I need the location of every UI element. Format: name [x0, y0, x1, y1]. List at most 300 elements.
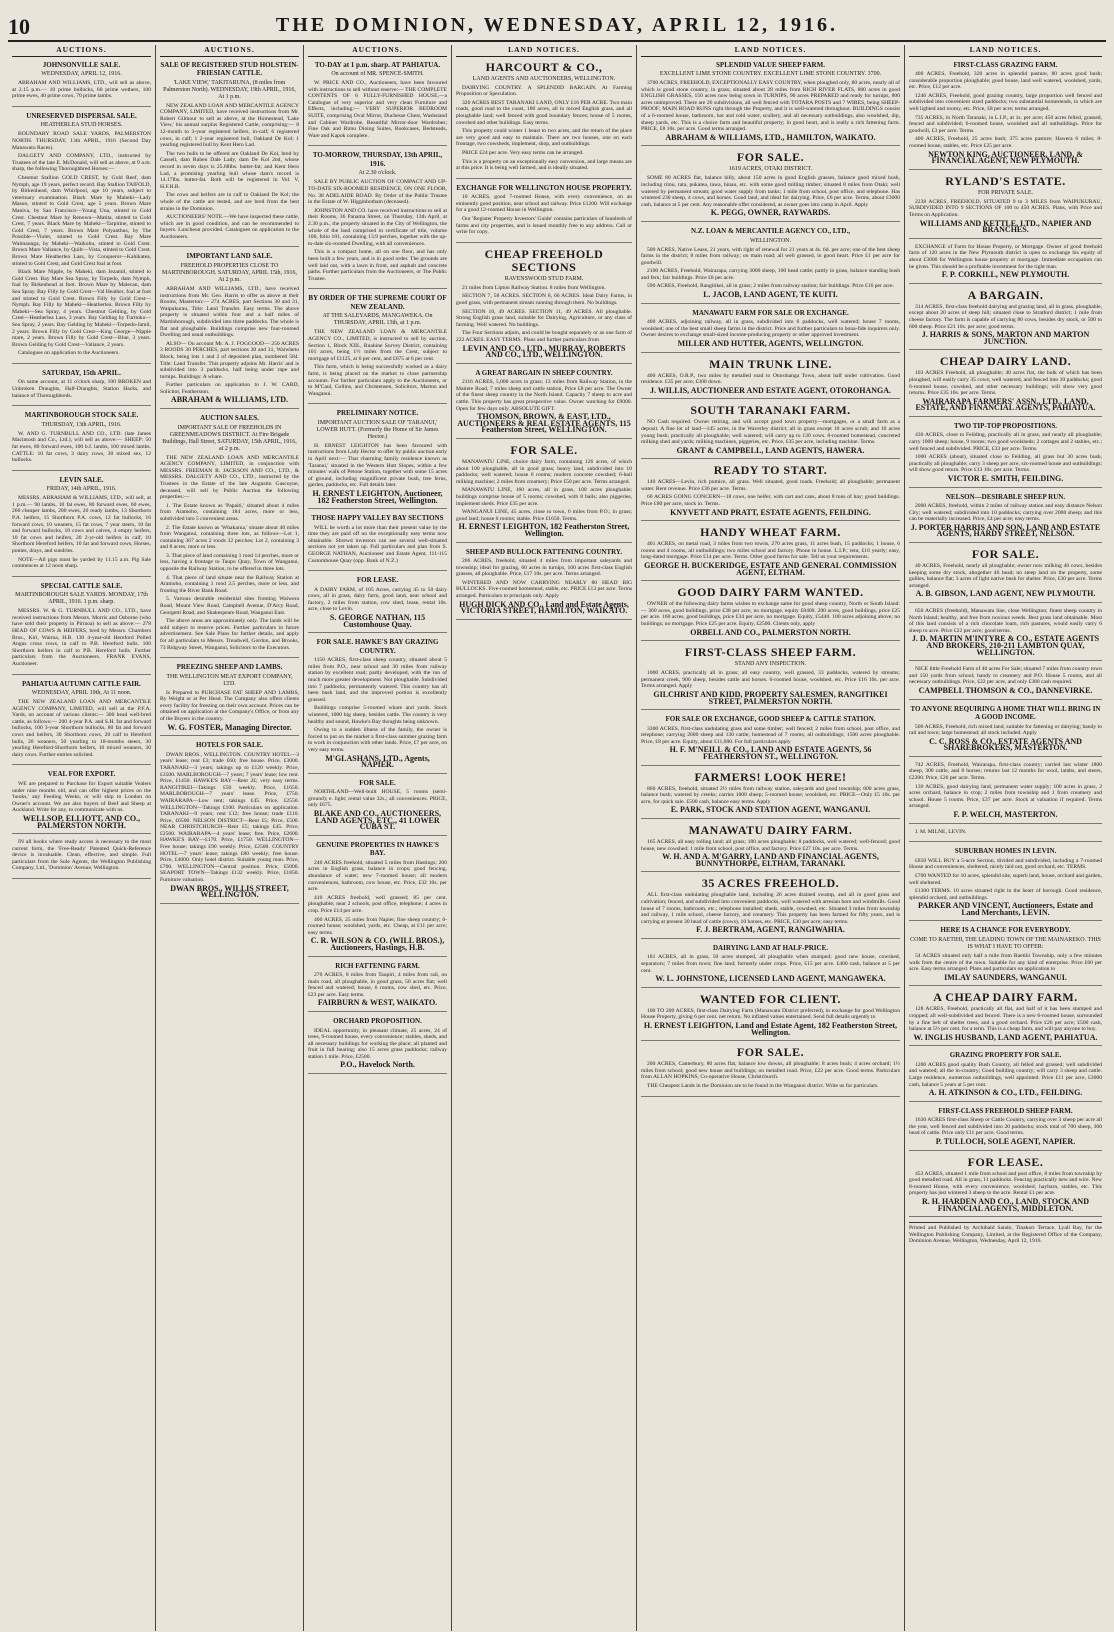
ad-paragraph: 3700 ACRES, FREEHOLD, EXCEPTIONALLY EASY COUNTRY, when ploughed only, 80 acres, nearly all of which is good stone country, in grass; situated about 28 miles from RICH RIVER FLATS, 800 acres in good ENGLISH GRASSES, 150 acres now being sown in TURNIPS, 90 acres PREPARED and ready for turnips, 800 acres unimproved. There are 26 subdivisions, all well fenced with TOTARA POSTS and 7 WIRES, being SHEEP-PROOF; MAIN ROAD RUNS right through the Property, and it is well-watered throughout. BUILDINGS consist of a 6-roomed house, bathroom, hot and cold water, scullery, and all necessary outbuildings, also woolshed, dip, sheep yards, etc. This is a choice farm and beautiful property; in good heart, and is really a rich fattening farm. PRICE, £8 10s. per acre. Good terms arranged.: [641, 80, 900, 133]
ad-paragraph: 1630 ACRES first-class Sheep or Cattle Country, carrying over 3 sheep per acre all the year, well fenced and subdivided into 20 paddocks; stock total of 700 sheep, 300 head of cattle. Price only £11 per acre. Good terms.: [909, 1117, 1102, 1137]
ad-signature: GILCHRIST AND KIDD, PROPERTY SALESMEN, RANGITIKEI STREET, PALMERSTON NORTH.: [653, 689, 888, 706]
ad-title: FIRST-CLASS GRAZING FARM.: [953, 60, 1058, 69]
ad-title: FIRST-CLASS SHEEP FARM.: [684, 645, 857, 660]
ad-title: GENUINE PROPERTIES IN HAWKE'S BAY.: [316, 840, 439, 858]
ad-title: PREEZING SHEEP AND LAMBS.: [176, 663, 283, 672]
ad-paragraph: MESSRS. ABRAHAM & WILLIAMS, LTD., will sell, at 1 p.m.— 90 lambs, 10 fat ewes, 80 forward ewes, 60 ewes, 260 cheaper lambs, 200 ewes, 20 ready lambs, 13 Shorthorn P.A. heifers, 15 Shorthorn P.A. cows, 12 fat bullocks, 16 forward cows, 10 weaners, 15 fat cows, 7 year steers, 10 fat and forward bullocks, 10 cows and calves, 4 empty heifers, 10 fat cows and heifers, 20 2-yr-old heifers in calf, 10 Shorthorn Hereford heifers, 10 fat and forward cows, Horses, ponies, drays, and sundries.: [12, 495, 151, 554]
ad-title: FOR LEASE.: [967, 1154, 1044, 1169]
ad-paragraph: 590 ACRES, Freehold, Rangitikei, all in grass; 2 miles from railway station; fair buildings. Price £16 per acre.: [647, 283, 895, 290]
ad-paragraph: Owing to a sudden illness of the family, the owner is forced to put on the market a first-class summer grazing farm to work in conjunction with other lands. Price, £7 per acre, on very easy terms.: [308, 727, 447, 753]
ad-paragraph: 10 ACRES, good 7-roomed House, with every convenience, on an eminently good position, near school and railway. Price £1200. Will exchange for a good 12-roomed House in Wellington.: [456, 194, 632, 214]
advertisement: [909, 61, 1102, 170]
advertisement: [641, 227, 900, 304]
ad-paragraph: This is a property on an exceptionally easy conversion, and large means are at this price. It is being well farmed, and is ideally situated.: [456, 158, 632, 172]
ad-title: MAIN TRUNK LINE.: [709, 356, 832, 371]
ad-paragraph: 5. Various desirable residential sites fronting Waiwera Road, Mount View Road, Campbell Avenue, D'Arcy Road, Georgetti Road, and Shakespeare Road, Wanganui East.: [160, 596, 299, 616]
ad-paragraph: 400 ACRES, adjoining railway, all in grass, subdivided into 6 paddocks, well watered; house 7 rooms, woolshed; one of the best small sheep farms in the district. Price and further particulars to bona-fide inquirers only. Owner desires to exchange small-sized income-producing property or other approved investment.: [641, 319, 900, 339]
ad-signature: F. P. WELCH, MASTERTON.: [953, 810, 1058, 820]
advertisement: [160, 414, 299, 658]
ad-title: SATURDAY, 15th APRIL.: [42, 368, 121, 377]
ad-title: LEVIN SALE.: [59, 475, 104, 484]
ad-title: TO-DAY at 1 p.m. sharp. AT PAHIATUA.: [314, 60, 441, 69]
ad-signature: PARKER AND VINCENT, Auctioneers, Estate and Land Merchants, LEVIN.: [918, 901, 1093, 917]
ad-signature: BLAKE AND CO., AUCTIONEERS, LAND AGENTS, ETC., 41 LOWER CUBA ST.: [313, 809, 442, 832]
ad-paragraph: 314 ACRES, first-class freehold dairying and grazing land, all in grass, ploughable, except about 20 acres of steep hill; situated close to Stratford district; 1 mile from cheese factory. The farm is capable of carrying 80 cows, besides dry stock, or 500 to 600 sheep. Price £21 10s. per acre; good terms.: [909, 303, 1102, 330]
ad-paragraph: This property could winter 1 beast to two acres, and the return of the place are very good and easy to maintain. There are two houses, one on each frontage, two cowsheds, implement, shop, and outbuildings.: [456, 128, 632, 148]
masthead: [8, 6, 1106, 42]
ad-signature: C. R. WILSON & CO. (WILL BROS.), Auctioneers, Hastings, H.B.: [310, 936, 445, 952]
advertisement: [909, 608, 1102, 661]
ad-paragraph: 54 ACRES situated only half a mile from Raetihi Township, only a few minutes walk from the centre of the town. Suitable for any kind of enterprise. Price £60 per acre. Easy terms arranged. Plans and particulars on application to: [909, 952, 1102, 973]
ad-paragraph: ALL first-class undulating ploughable land, including 26 acres drained swamp, and all in good grass and cultivation; fenced, and subdivided into convenient paddocks, well watered with artesian bore and windmills. Good house of 7 rooms, bathroom, etc.; telephone installed; sheds, stable, cowshed, etc. Situated 3 miles from township and railway, 1 mile school, cheese factory, and creamery. This property has been farmed for fifty years, and is carrying at present 30 head of cattle (cows), 10 horses, etc. PRICE, £30 per acre; easy terms.: [641, 892, 900, 925]
ad-paragraph: 860 ACRES, freehold, situated 2½ miles from railway station, saleyards and good township; 600 acres grass, balance bush; watered by creeks; carries 1000 sheep; 5-roomed house; woolshed, etc. PRICE—Only £5 10s. per acre, for quick sale. £500 cash, balance easy terms. Apply: [641, 785, 900, 805]
ad-paragraph: The Four Sections adjoin, and could be bought separately or as one farm of 222 ACRES. EASY TERMS. Plans and further particulars from: [456, 330, 632, 343]
ad-paragraph: This farm, which is being successfully worked as a dairy farm, is being placed on the market to close partnership accounts. For further particulars apply to the Auctioneers, or to M'Caul, Collins, and Christensen, Solicitors, Marton and Wanganui.: [308, 364, 447, 397]
ad-title: FOR SALE.: [510, 442, 578, 457]
advertisement: [308, 962, 447, 1012]
ad-title: A CHEAP DAIRY FARM.: [933, 990, 1078, 1005]
ad-paragraph: 735 ACRES, in North Taranaki, in L.I.P., at 1s. per acre; 450 acres felled, grassed, fenced and subdivided; 6-roomed house, woolshed and all outbuildings. Price for goodwill, £3 per acre. Terms.: [909, 114, 1102, 134]
ad-paragraph: 60 ACRES GOING CONCERN—18 cows, one heifer, with cart and cans, about 8 tons of hay; good buildings. Price £80 per acre, stock in. Terms.: [641, 494, 900, 508]
advertisement: [308, 294, 447, 404]
ad-title: MARTINBOROUGH STOCK SALE.: [24, 411, 139, 420]
ad-paragraph: OWNER of the following dairy farms wishes to exchange same for good sheep country, North or South Island:— 360 acres, good buildings, price £38 per acre, no mortgage, equity £8400. 200 acres, good buildings, price £25 per acre. 160 acres, good buildings, price £34 per acre, no mortgage. Equity, £5440. 100 acres adjoining above; no buildings; no mortgage. Price £25 per acre. Equity, £2500. Clients only, apply: [641, 601, 900, 627]
ad-paragraph: H. ERNEST LEIGHTON has been favoured with instructions from Lady Hector to offer by public auction early in April next:— That charming family residence known as 'Taranui,' situated in the Western Hutt Slopes, within a few minutes' walk of Petone Station, together with some 15 acres of ground, including magnificent private bush, tree ferns, garden, paddocks, etc. Full details later.: [308, 442, 447, 489]
advertisement: [160, 663, 299, 736]
ad-title: DAIRYING LAND AT HALF-PRICE.: [712, 943, 828, 952]
ad-signature: H. F. M'NEILL & CO., LAND AND ESTATE AGENTS, 56 FEATHERSTON ST., WELLINGTON.: [669, 745, 872, 762]
ad-signature: WELLSOP, ELLIOTT, AND CO., PALMERSTON NORTH.: [22, 813, 141, 830]
ad-paragraph: Black Mare Nipple, by Maheki, dam Jezamil, stinted to Gold Crest. Bay Mare Sea Spray, by Torpedo, dam Nymph, foal by Birkenhead at foot. Brown Mare by Malecan, dam Sea Spray. Bay Filly by Gold Crest—Val Heather, foal at foot and stinted to Gold Crest. Brown Filly by Gold Crest—Nymph. Bay Filly by Maheki—Heatherlea. Brown Filly by Maheki—Sea Spray, 4 years. Chestnut Gelding, by Gold Crest—Heatherlea Lass, 3 years. Bay Gelding by Turitoko—Sea Spray, 2 years. Bay Gelding by Maheki—Torpedo-Jamil, 2 years. Brown Filly by Gold Crest—King George—Nipple mare, 2 years. Brown Filly by Gold Crest—Blue, 3 years. Brown Gelding by Gold Crest—Valiance, 2 years.: [12, 269, 151, 348]
advertisement: [12, 839, 151, 879]
ad-title: SOUTH TARANAKI FARM.: [690, 403, 851, 418]
ad-signature: A. H. ATKINSON & CO., LTD., FEILDING.: [928, 1088, 1083, 1098]
ad-signature: F. J. BERTRAM, AGENT, RANGIWAHIA.: [696, 925, 845, 935]
ad-title: HANDY WHEAT FARM.: [700, 525, 841, 540]
ad-paragraph: SECTION 10, 49 ACRES. SECTION 11, 49 ACRES. All ploughable. Strong English grass land, suitable for Dairying, Agriculture, or any class of farming. Well watered. No buildings.: [456, 308, 632, 328]
advertisement: [909, 1156, 1102, 1218]
advertisement: [909, 829, 1102, 843]
ad-title: FOR SALE.: [736, 150, 805, 165]
ad-signature: ORBELL AND CO., PALMERSTON NORTH.: [690, 627, 851, 637]
ad-paragraph: £700 WANTED for 10 acres, splendid site, superb land, house, orchard and garden, well sheltered.: [909, 872, 1102, 886]
advertisement: [641, 993, 900, 1041]
ad-title: UNRESERVED DISPERSAL SALE.: [26, 111, 137, 120]
ad-subtitle: LAND AGENTS AND AUCTIONEERS, WELLINGTON.: [472, 75, 616, 82]
ad-signature: L. JACOB, LAND AGENT, TE KUITI.: [703, 290, 838, 300]
advertisement: [456, 369, 632, 439]
ad-title: THOSE HAPPY VALLEY BAY SECTIONS: [311, 514, 444, 523]
ad-signature: MILLER AND HUTTER, AGENTS, WELLINGTON.: [677, 338, 864, 348]
ad-title: GRAZING PROPERTY FOR SALE.: [949, 1051, 1062, 1060]
ad-title: HERE IS A CHANCE FOR EVERYBODY.: [940, 926, 1071, 935]
advertisement: [308, 409, 447, 509]
ad-signature: E. PARK, STOCK AND STATION AGENT, WANGANUI.: [670, 805, 871, 815]
ad-subtitle: WEDNESDAY, APRIL 12, 1916.: [41, 71, 122, 78]
ad-paragraph: 4. That piece of land situate near the Railway Station at Aramoho, containing 1 rood 2.5 perches, more or less, and fronting the River Bank Road.: [160, 574, 299, 594]
ad-paragraph: W. PRICE AND CO., Auctioneers, have been favoured with instructions to sell without reserve:— THE COMPLETE CONTENTS OF 6 FULLY-FURNISHED HOUSE,—a Catalogue of very superior and very clean Furniture and Effects, including:— VERY SUPERIOR BEDROOM SUITE, comprising Oval Mirror, Duchesse Chest, Washstand and Cabinet Wardrobe, Beautiful Mirror-door Wardrobes; Fine Oak and Rimu Dining Suites, Bookcases, Bedsteads, Ware and Kapok complete.: [308, 80, 447, 139]
ad-signature: WILLIAMS AND KETTLE, LTD., NAPIER AND BRANCHES.: [919, 218, 1092, 235]
ad-paragraph: 2000 ACRES, freehold, within 2 miles of railway station and easy distance Nelson City; well watered; subdivided into 10 paddocks; carrying over 2000 sheep; and this can be materially increased. Price, £4 per acre; easy terms.: [909, 503, 1102, 523]
ad-title: HOTELS FOR SALE.: [195, 741, 264, 750]
ad-paragraph: 742 ACRES, Freehold, Wairarapa, first-class country; carried last winter 1800 sheep, 300 cattle, and 8 horses; returns last 12 months for wool, lambs, and steers, £2200. Price, £26 per acre. Terms.: [909, 761, 1102, 782]
advertisement: [12, 61, 151, 107]
ad-title: ORCHARD PROPOSITION.: [333, 1017, 422, 1025]
ad-paragraph: NOTE—All pigs must be yarded by 11.15 a.m. Pig Sale commences at 12 noon sharp.: [12, 556, 151, 570]
ad-signature: WAIRARAPA FARMERS' ASSN., LTD., LAND, ESTATE, AND FINANCIAL AGENTS, PAHIATUA.: [915, 396, 1096, 413]
ad-title: BY ORDER OF THE SUPREME COURT OF NEW ZEALAND.: [308, 294, 447, 311]
ad-paragraph: MESSRS. W. & G. TURNBULL AND CO., LTD., have received instructions from Messrs. Morris and Osborne (who have sold their property in Pirinoa) to sell as above:— 278 HEAD OF COWS & HEIFERS, bred by Messrs. Chambers Bros., Kiri, Wairoa, H.B. 130 4-year-old Hereford Polled Angus cross cows, in calf to P.B. Hereford bulls. 100 Shorthorn heifers in calf to P.B. Hereford bulls. Further particulars from the Auctioneers. FRANK EVANS, Auctioneer.: [12, 608, 151, 667]
ad-paragraph: 1. The Estate known as 'Papaiti,' situated about 4 miles from Aramoho, containing 184 acres, more or less, subdivided into 5 convenient areas.: [160, 502, 299, 522]
ad-paragraph: 400 ACRES, Freehold, 25 acres bush; 375 acres pasture; Hawera 6 miles; 8-roomed house, stables, etc. Price £25 per acre.: [909, 136, 1102, 150]
ad-paragraph: NICE little Freehold Farm of 40 acres For Sale; situated 7 miles from country town and 150 yards from school; handy to creamery and P.O. House 5 rooms, and all necessary outbuildings. Price, £22 per acre, and only £380 cash required.: [909, 666, 1102, 686]
advertisement: [308, 841, 447, 957]
ad-subtitle: COME TO RAETIHI, THE LEADING TOWN OF THE MAINAREKO. THIS IS WHAT I HAVE TO OFFER:: [910, 936, 1101, 950]
ad-paragraph: 2100 ACRES, Freehold, Wairarapa, carrying 3000 sheep, 100 head cattle; partly in grass, balance standing bush and fern; fair buildings. Price £8 per acre.: [641, 268, 900, 281]
ad-paragraph: Our 'Register Property Investors' Guide' contains particulars of hundreds of farms and city properties, and is issued monthly free to any address. Call or write for copy.: [456, 216, 632, 236]
ad-subtitle: FRIDAY, 14th APRIL, 1916.: [46, 486, 117, 493]
advertisement: [456, 248, 632, 364]
ad-title: CHEAP DAIRY LAND.: [939, 354, 1072, 369]
ad-paragraph: Further particulars on application to J. W. CARD, Solicitor, Featherston.: [160, 382, 299, 395]
ad-title: IMPORTANT LAND SALE.: [186, 252, 273, 261]
ad-paragraph: 2. The Estate known as 'Whakarua,' situate about 40 miles from Wanganui, containing three lots, as follows—Lot 1, containing 367 acres 2 roods 32 perches; Lot 2, containing 3 and 8 acres, more or less.: [160, 524, 299, 551]
ad-paragraph: £850 WILL BUY a 5-acre Section, divided and subdivided, including a 7-roomed House and conveniences, sheltered, nicely laid out, good orchard, etc. TERMS.: [909, 857, 1102, 871]
advertisement: [909, 1051, 1102, 1101]
ad-paragraph: 140 ACRES—Levin, rich pumice, all grass. Well situated, good roads. Freehold; all ploughable; permanent water. Rent revenue. Price £36 per acre. Terms.: [641, 479, 900, 492]
ad-title: TWO TIP-TOP PROPOSITIONS.: [953, 421, 1057, 430]
ad-paragraph: 1000 ACRES, practically all in grass; all easy country, well grassed, 33 paddocks, watered by streams; permanent creek, 900 sheep, besides cattle and horses. 6-roomed house, woolshed, etc. Price £16 10s. per acre. Terms arranged. Apply: [641, 670, 900, 690]
ad-paragraph: SOME 80 ACRES flat, balance hilly, about 150 acres in good English grasses, balance good mixed bush, including rimu, rata, pukatea, tawa, hinau, etc. with some good milling timber; situated 8 miles from Otaki; well watered by permanent stream; good water supply from tanks; 1 mile from school, post office, and telephone. Has wintered 230 sheep, 4 cows, and horses. Good land, and ideal for dairying. Price, £6 per acre. Terms, about £3000 cash, balance at 5 per cent. Any reasonable offer considered, as owner goes into camp in April. Apply: [641, 175, 900, 208]
ad-paragraph: On same account, at 11 o'clock sharp, 100 BROKEN and Unbroken Draughts, Half-Draughts, Station Hacks, and balance of Thoroughbreds.: [12, 379, 151, 399]
column-2: [156, 45, 304, 1631]
ad-paragraph: 21 miles from Lipton Railway Station. 8 miles from Wellington.: [462, 284, 606, 291]
column-heading: LAND NOTICES.: [456, 45, 632, 57]
ad-title: FOR SALE.: [736, 1045, 805, 1060]
ad-title: FOR SALE.: [971, 547, 1040, 561]
advertisement: [641, 151, 900, 222]
ad-paragraph: PRICE £24 per acre. Very easy terms can be arranged.: [462, 149, 584, 156]
ad-paragraph: THE NEW ZEALAND LOAN AND MERCANTILE AGENCY COMPANY, LIMITED, will sell at the P.F.A. Yards, on account of various clients:— 300 head well-bred cattle, as follows:— 200 4-year P.A. and S.H. fat and forward bullocks, 100 3-year Shorthorn bullocks, 80 fat and forward cows and heifers, 30 Shorthorn cows, 20 calf to Hereford bulls, 20 weaners, 50 yearling to 18-months steers, 30 yearling Hereford-Shorthorn heifers, 10 mixed weaners, 30 dairy cows. Further entries solicited.: [12, 699, 151, 758]
ad-paragraph: The above areas are approximately only. The lands will be sold subject to reserve prices. Further particulars in future advertisement. See Sale Plans for further details, and apply for all particulars to Messrs. Treadwell, Gordon, and Brooks, 73 Ridgway Street, Wanganui, Solicitors to the Executors.: [160, 618, 299, 651]
ad-title: VEAL FOR EXPORT.: [47, 770, 116, 779]
ad-subtitle: AT THE SALEYARDS, MANGAWEKA. On THURSDAY, APRIL 13th, at 1 p.m.: [322, 313, 433, 327]
ad-signature: H. ERNEST LEIGHTON, Land and Estate Agent, 182 Featherston Street, Wellington.: [643, 1021, 898, 1037]
ad-signature: W. L. JOHNSTONE, LICENSED LAND AGENT, MANGAWEKA.: [655, 974, 886, 984]
ad-paragraph: £1300 TERMS. 10 acres situated right in the heart of borough. Good residence, splendid orchard, and outbuildings.: [909, 888, 1102, 901]
advertisement: [12, 476, 151, 577]
ad-subtitle: FREEHOLD PROPERTIES CLOSE TO MARTINBOROUGH. SATURDAY, APRIL 15th, 1916, At 2 p.m.: [161, 262, 298, 283]
ad-paragraph: 206 ACRES, freehold, situated 4 miles from important saleyards and township; ideal for grazing, 60 acres in turnips, 100 acres first-class English grasses, all ploughable. Price, £17 10s. per acre. Terms arranged.: [456, 558, 632, 578]
ad-paragraph: 500 ACRES, Native Lease, 21 years, with right of renewal for 21 years at 4s. 6d. per acre; one of the best sheep farms in the district; 8 miles from railway; on main road; all well grassed, in good heart. Price £1 per acre for goodwill.: [641, 246, 900, 266]
ad-signature: J. D. MARTIN M'INTYRE & CO., ESTATE AGENTS AND BROKERS, 210-211 LAMBTON QUAY, WELLINGTON.: [911, 634, 1100, 657]
advertisement: [641, 1046, 900, 1096]
newspaper-title: THE DOMINION, WEDNESDAY, APRIL 12, 1916.: [275, 14, 839, 36]
ad-title: SPLENDID VALUE SHEEP FARM.: [716, 60, 825, 69]
ad-signature: ABRAHAM & WILLIAMS, LTD., HAMILTON, WAIKATO.: [665, 132, 876, 142]
ad-paragraph: 128 ACRES, Freehold, practically all flat, and half of it has been stumped and cropped; all well-subdivided and fenced. There is a new 6-roomed house, surrounded by a fine belt of shelter trees, and a good orchard. Price £26 per acre; £500 cash, balance at 5½ per cent. for a term. This is a cheap farm, and will pay anyone to buy.: [909, 1006, 1102, 1033]
ad-paragraph: BOUNDARY ROAD SALE YARDS, PALMERSTON NORTH. THURSDAY, 13th APRIL, 1916 (Second Day Manawatu Races).: [12, 131, 151, 151]
ad-subtitle: STAND ANY INSPECTION.: [734, 661, 807, 668]
ad-subtitle: WELLINGTON.: [749, 237, 792, 244]
ad-paragraph: THE NEW ZEALAND LOAN & MERCANTILE AGENCY CO., LIMITED, is instructed to sell by auction, Section 1, Block XIII., Ruahine Survey District, containing 101 acres, being 1½ miles from the Crest, subject to mortgage of £1125, at 6 per cent, and £675 at 6 per cent.: [308, 329, 447, 362]
ad-title: 35 ACRES FREEHOLD.: [701, 876, 840, 891]
ad-title: RICH FATTENING FARM.: [335, 961, 420, 970]
ad-title: N.Z. LOAN & MERCANTILE AGENCY CO., LTD.,: [691, 227, 850, 235]
ad-paragraph: 240 ACRES freehold, situated 5 miles from Hastings; 200 acres in English grass, balance in crops; good fencing, abundance of water; new 7-roomed house; all modern conveniences, bathroom, cow house, etc. Price, £32 10s. per acre.: [308, 859, 447, 893]
ad-paragraph: 200 ACRES, Canterbury, 80 acres flat, balance low downs, all ploughable; 8 acres bush; 4 acres orchard; 1½ miles from school; good new house and buildings; on metalled road. Price, £22 per acre. Good terms. Particulars from ALLAN HOPKINS, Co-operative House, Christchurch.: [641, 1061, 900, 1081]
ad-paragraph: DAIRYING COUNTRY. A SPLENDID BARGAIN. At Farming Proposition or Speculation.: [456, 84, 632, 98]
advertisement: [909, 244, 1102, 284]
advertisement: [909, 422, 1102, 488]
advertisement: [909, 762, 1102, 824]
ad-signature: P.O., Havelock North.: [340, 1060, 415, 1070]
advertisement: [456, 548, 632, 620]
ad-subtitle: 'LAKE VIEW,' TAKITARUNA, (8 miles from Palmerston North). WEDNESDAY, 19th APRIL, 1916, At 1 p.m.: [163, 79, 296, 100]
ad-title: SUBURBAN HOMES IN LEVIN.: [954, 847, 1057, 856]
column-heading: LAND NOTICES.: [909, 45, 1102, 57]
page-number: 10: [8, 14, 30, 39]
ad-paragraph: IDEAL opportunity, in pleasant climate, 25 acres, 24 of trees, 9-roomed house, every convenience; stables, sheds, and all necessary buildings for working the place; all planted and fruit in full bearing; also 15 acres grass paddocks; railway station 1 mile. Price, £2500.: [308, 1027, 447, 1060]
ad-signature: J. WILLIS, AUCTIONEER AND ESTATE AGENT, OTOROHANGA.: [649, 385, 892, 395]
ad-paragraph: 165 ACRES, all easy rolling land; all grass; 180 acres ploughable; 8 paddocks, well watered; well-fenced; good house, new cowshed; 1 mile from school, post office, and factory. Price £27 10s. per acre. Terms.: [641, 839, 900, 852]
ad-paragraph: This is a compact home, all on one floor, and has only been built a few years, and is in good order. The grounds are well laid out, with a lawn in front, and asphalt and concrete paths. Further particulars from the Auctioneers, or The Public Trustee.: [308, 249, 447, 282]
ad-paragraph: 320 ACRES BEST TARANAKI LAND, ONLY £16 PER ACRE. Two main roads, good road to the coast, 180 acres, all in mixed English grass, and all ploughable land; well fenced with good boundary fences; house of 5 rooms, cowshed and other buildings. Easy terms.: [456, 99, 632, 126]
ad-signature: FAIRBURN & WEST, WAIKATO.: [317, 998, 438, 1008]
advertisement: [308, 576, 447, 633]
advertisement: [909, 1107, 1102, 1151]
advertisement: [641, 404, 900, 459]
ad-paragraph: MANAWATU LINE, choice dairy farm, containing 126 acres, of which about 100 ploughable, all in good grass; heavy land, subdivided into 10 paddocks; well watered; house 6 rooms; modern concrete cowshed; 6-bail milking machine; 2 miles from creamery; Price £50 per acre. Terms arranged.: [456, 458, 632, 485]
ad-paragraph: W. AND G. TURNBULL AND CO., LTD. (late James Macintosh and Co., Ltd.), will sell as above:— SHEEP: 50 fat ewes, 80 forward ewes, 100 b.f. lambs, 100 mixed lambs. CATTLE: 10 fat cows, 3 dairy cows, 30 mixed sex, 12 bullocks.: [12, 430, 151, 464]
ad-signature: F. P. CORKILL, NEW PLYMOUTH.: [941, 270, 1070, 280]
ad-paragraph: 40 ACRES, Freehold, nearly all ploughable; owner now milking 40 cows, besides keeping some dry stock, altogether 46 head; no steep land on the property, some gullies, balance flat; 3 acres of light native bush for shelter. Price, £30 per acre. Terms arranged.: [909, 563, 1102, 589]
ad-paragraph: SALE BY PUBLIC AUCTION OF COMPACT AND UP-TO-DATE SIX-ROOMED RESIDENCE, ON ONE FLOOR, No. 38 ADELAIDE ROAD. By Order of the Public Trustee in the Estate of W. Higginbotham (deceased).: [308, 179, 447, 206]
ad-subtitle: EXCELLENT LIME STONE COUNTRY. EXCELLENT LIME STONE COUNTRY. 3700.: [659, 71, 882, 78]
advertisement: [909, 991, 1102, 1046]
ad-paragraph: 400 ACRES, Freehold, 320 acres in splendid pasture, 80 acres good bush; considerable proportion ploughable; good house, land well watered, woolshed, yards, etc. Price, £12 per acre.: [909, 71, 1102, 91]
advertisement: [909, 705, 1102, 757]
ad-title: JOHNSONVILLE SALE.: [42, 60, 121, 69]
ad-paragraph: 103 ACRES Freehold, all ploughable; 40 acres flat, the bulk of which has been ploughed, will easily carry 35 cows; well watered, and fenced into 10 paddocks; good 6-roomed house, cowshed, and other necessary buildings; will show very good returns. Price £35 10s. per acre. Terms.: [909, 370, 1102, 397]
advertisement: [641, 771, 900, 819]
ad-signature: J. PORTER HARRIS AND SON, LAND AND ESTATE AGENTS, HARDY STREET, NELSON.: [910, 522, 1101, 539]
ad-title: FOR SALE.: [359, 778, 396, 787]
ad-title: FOR SALE. HAWKE'S BAY GRAZING COUNTRY.: [316, 638, 439, 655]
column-4: [452, 45, 637, 1631]
ad-paragraph: 270 ACRES, 8 miles from Taupiri, 4 miles from rail, on main road, all ploughable, in good grass, 50 acres flat; well fenced and watered; house, 6 rooms, cow shed, etc. Price, £23 per acre. Easy terms.: [308, 972, 447, 998]
ad-paragraph: Buildings comprise 5-roomed whare and yards. Stock wintered, 1000 big sheep, besides cattle. The country is very healthy and sound, Hawke's Bay thoughts being unknown.: [308, 705, 447, 725]
ad-paragraph: NEW ZEALAND LOAN AND MERCANTILE AGENCY COMPANY, LIMITED, have received instructions from Mr. Robert Gilmour to sell as above, at the Homestead, 'Lake View,' his annual surplus Registered Cattle, comprising:— 8 12-month to 3-year registered heifers, in-calf; 6 registered cows, in calf; 1 2-year registered bull, Oakland De Kol; 1 yearling registered bull by Kent Hero Lad.: [160, 102, 299, 149]
advertisement: [456, 61, 632, 179]
advertisement: [641, 824, 900, 872]
ad-title: FARMERS! LOOK HERE!: [694, 769, 847, 784]
ad-signature: W. G. FOSTER, Managing Director.: [167, 722, 292, 732]
ad-subtitle: At 2.30 o'clock.: [358, 170, 397, 177]
ad-subtitle: RAVENSWOOD STUD FARM.: [504, 275, 584, 282]
ad-paragraph: 1150 ACRES, first-class sheep country, situated about 5 miles from P.O., near school and 30 miles from railway station by excellent road; partly developed, with the run of much more greater development. Not ploughable. Subdivided into 7 paddocks, permanently watered. This country has all been bush land, and the improved portion is excellently grassed.: [308, 657, 447, 703]
ad-paragraph: Chestnut Stallion GOLD CREST, by Gold Reef, dam Nymph, age 19 years, perfect record. Bay Stallion TAIFOLD, by Birkenhead, dam Whirlpool, age 10 years, subject to veterinary examination. Black Mare by Maheki—Lady Mason, stinted to Gold Crest, age 5 years. Brown Mare Maniva, by San Francisco—Young Una, stinted to Gold Crest. Chestnut Mare by Renown—Matita, stinted to Gold Crest, 7 years. Black Mare by Maheki—Tarpitine, stinted to Gold Crest, 7 years. Brown Mare Polyanthus, by The Possible—Violet, stinted to Gold Crest. Bay Mare Waimaunga, by Maheki—Waikohu, stinted to Gold Crest. Brown Mare Valiance, by Quilt—Vista, stinted to Gold Crest. Brown Mare Heatherlea Lass, by Conqueror—Kahikatea, stinted to Gold Crest, and Gold Crest foal at foot.: [12, 174, 151, 267]
ad-signature: M'GLASHANS, LTD., Agents, NAPIER.: [325, 753, 430, 770]
column-6: [905, 45, 1106, 1631]
ad-title: RYLAND'S ESTATE.: [945, 173, 1066, 188]
advertisement: [641, 526, 900, 581]
ad-signature: H. ERNEST LEIGHTON, 182 Featherston Street, Wellington.: [458, 522, 630, 538]
ad-paragraph: 401 ACRES, on metal road, 3 miles from two towns, 270 acres grass, 11 acres bush, 15 paddocks; 1 house, 6 rooms and 4 rooms, all outbuildings; two miles school and factory. Phone in house. L.I.P.; rent, £16 yearly; easy, long-dated mortgage. Price £14 per acre. Terms. Other good farms for sale. Tell us your requirements.: [641, 541, 900, 561]
ad-subtitle: HEATHERLEA STUD HORSES.: [40, 122, 123, 129]
ad-signature: GRANT & CAMPBELL, LAND AGENTS, HAWERA.: [676, 445, 865, 455]
ad-paragraph: JOHNSTON AND CO. have received instructions to sell at their Rooms, 36 Panama Street, on Thursday, 13th April, at 2.30 p.m., the property situated in the City of Wellington, the whole of the land comprised in certificate of title, volume 100, folio 101, containing 13.9 perches, together with the up-to-date six-roomed Dwelling, with all conveniences.: [308, 207, 447, 247]
column-heading: AUCTIONS.: [308, 45, 447, 57]
ad-paragraph: The cows and heifers are in calf to Oakland De Kol; the whole of the cattle are tested, and are bred from the best strains in the Dominion.: [160, 192, 299, 212]
ad-subtitle: MARTINBOROUGH SALE YARDS. MONDAY, 17th APRIL, 1916. 1 p.m. sharp.: [15, 592, 148, 606]
ad-signature: A. B. GIBSON, LAND AGENT, NEW PLYMOUTH.: [915, 589, 1096, 599]
ad-paragraph: WE are prepared to Purchase for Export suitable Vealers under nine months old, and can offer highest prices on the 'hooks,' any Feeding Weeks, or will ship to London on Owner's account. We are also buyers of Beef and Sheep at Auckland. Write for any, to communicate with us.: [12, 780, 151, 814]
ad-title: FOR LEASE.: [356, 576, 399, 585]
ad-signature: CAMPBELL THOMSON & CO., DANNEVIRKE.: [918, 685, 1093, 695]
ad-signature: W. INGLIS HUSBAND, LAND AGENT, PAHIATUA.: [913, 1032, 1098, 1042]
ad-paragraph: 130 ACRES, good dairying land, permanent water supply; 100 acres in grass, 2 acres orchard, balance in crop; 2 miles from township and 1 from creamery and school. House 5 rooms. Price, £37 per acre. Stock at valuation if required. Terms arranged.: [909, 783, 1102, 810]
ad-title: GOOD DAIRY FARM WANTED.: [677, 585, 864, 600]
ad-title: TO ANYONE REQUIRING A HOME THAT WILL BRING IN A GOOD INCOME.: [910, 704, 1101, 721]
advertisement: [308, 151, 447, 289]
ad-paragraph: 2238 ACRES, FREEHOLD, SITUATED 9 to 3 MILES from WAIPUKURAU, SUBDIVIDED INTO 9 SECTIONS OF 100 to 450 ACRES. Plans, with Price and Terms on Application.: [909, 198, 1102, 218]
column-heading: AUCTIONS.: [160, 45, 299, 57]
ad-paragraph: ABRAHAM AND WILLIAMS, LTD., have received instructions from Mr. Geo. Harris to offer as above at their Rooms, Masterton:— 274 ACRES, part Sections 30 and 31, Waipukurau, Title: Land Transfer. Easy terms. The above property is situated within four and a half miles of Martinborough, subdivided into three paddocks. The whole is flat and ploughable. Buildings comprise new four-roomed Dwelling and usual outbuildings.: [160, 285, 299, 339]
ad-title: PAHIATUA AUTUMN CATTLE FAIR.: [22, 679, 141, 688]
ad-paragraph: 453 ACRES, situated 1 mile from school and post office, 8 miles from township by good metalled road. All in grass, 11 paddocks. Fencing practically new and wire. New 8-roomed House, with every convenience, woolshed, haybarn, stables, etc. This property has just wintered 3 sheep to the acre. Rental £1 per acre.: [909, 1170, 1102, 1197]
ad-paragraph: WANGANUI LINE, 45 acres, close to town, 6 miles from P.O.; in grass; good land; house 6 rooms; stable. Price £1650. Terms.: [456, 509, 632, 522]
advertisement: [12, 411, 151, 470]
ad-signature: R. H. HARDEN AND CO., LAND, STOCK AND FINANCIAL AGENTS, MIDDLETON.: [922, 1197, 1089, 1213]
ad-title: MANAWATU DAIRY FARM.: [688, 823, 853, 837]
advertisement: [641, 61, 900, 147]
ad-signature: LEVIN AND CO., LTD., MURRAY, ROBERTS AND CO., LTD., WELLINGTON.: [462, 343, 626, 360]
printer-imprint: Printed and Published by Archibald Sando, Tinakori Terrace, Lyall Bay, for the Wellington Publishing Company, Limited, at the Registered Office of the Company, Dominion Avenue, Wellington, Wednesday, April 12, 1916.: [909, 1222, 1102, 1245]
advertisement: [12, 680, 151, 766]
advertisement: [909, 666, 1102, 699]
advertisement: [909, 493, 1102, 543]
ad-title: HARCOURT & CO.,: [485, 59, 603, 74]
advertisement: [641, 646, 900, 710]
ad-signature: S. GEORGE NATHAN, 115 Customhouse Quay.: [329, 613, 426, 629]
advertisement: [641, 586, 900, 641]
advertisement: [641, 877, 900, 939]
columns-container: [8, 45, 1106, 1631]
ad-title: FIRST-CLASS FREEHOLD SHEEP FARM.: [938, 1106, 1073, 1115]
ad-signature: HUGH DICK AND CO., Land and Estate Agents, VICTORIA STREET, HAMILTON, WAIKATO.: [459, 599, 629, 616]
ad-title: WANTED FOR CLIENT.: [699, 991, 842, 1006]
advertisement: [308, 61, 447, 147]
ad-paragraph: NO Cash required. Owner retiring, and will accept good town property—mortgages, or a small farm as a deposit. A fine lot of land—145 acres, in the Waverley district; all in grass except 10 acres scrub; and 10 acres young bush; practically all ploughable; well watered; will carry up to 130 cows. 8-roomed homestead, concreted milking shed and yards; milking machines, piggeries, etc. Price, £35 per acre, including machine. Terms.: [641, 419, 900, 446]
ad-signature: J. HARRIS & SONS, MARTON AND MARTON JUNCTION.: [921, 330, 1090, 346]
advertisement: [909, 355, 1102, 417]
ad-title: PRELIMINARY NOTICE.: [336, 409, 419, 418]
ad-paragraph: THE Cheapest Lands in the Dominion are to be found in the Wanganui district. Write us for particulars.: [647, 1082, 879, 1089]
column-3: [304, 45, 452, 1631]
ad-subtitle: 1619 ACRES, OTAKI DISTRICT.: [728, 166, 813, 173]
ad-signature: C. C. ROSS & CO., ESTATE AGENTS AND SHAREBROKERS, MASTERTON.: [929, 736, 1082, 753]
ad-signature: ABRAHAM & WILLIAMS, LTD.: [170, 395, 289, 405]
column-5: [637, 45, 905, 1631]
ad-paragraph: 400 ACRES, 25 miles from Napier, fine sheep country; 6-roomed house; woolshed, yards, etc. Cheap, at £11 per acre; easy terms.: [308, 916, 447, 936]
ad-subtitle: THE WELLINGTON MEAT EXPORT COMPANY, LTD.: [166, 673, 293, 687]
ad-title: EXCHANGE FOR WELLINGTON HOUSE PROPERTY.: [456, 183, 632, 192]
ad-paragraph: 3. That piece of land containing 1 rood 14 perches, more or less, having a frontage to Taupo Quay, Town of Wanganui, opposite the Railway Station, to be offered in three lots.: [160, 552, 299, 573]
advertisement: [909, 847, 1102, 921]
ad-paragraph: THE NEW ZEALAND LOAN AND MERCANTILE AGENCY COMPANY, LIMITED, in conjunction with MESSRS. FREEMAN R. JACKSON AND CO., LTD., & MESSRS. DALGETY AND CO., LTD., instructed by the Trustees in the Estate of the late Augustin Gascoyne, deceased, will sell by Public Auction the following properties:—: [160, 454, 299, 501]
advertisement: [160, 252, 299, 409]
ad-paragraph: 650 ACRES (freehold), Manawatu line, close Wellington; finest sheep country in North Island; healthy, and free from noxious weeds. Best grass land obtainable. Most of this land consists of a rich chocolate loam, rich pastures, would easily carry 6 sheep to acre. Price £22 per acre; good terms.: [909, 607, 1102, 634]
ad-paragraph: WILL be worth a lot more than their present value by the time they are paid off on the exceptionally easy terms now obtainable. Shrewd investors can see several well-situated sections not yet taken up. Full particulars and plan from S. GEORGE NATHAN, Auctioneer and Estate Agent, 111-115 Customhouse Quay (opp. Bank of N.Z.): [308, 524, 447, 564]
advertisement: [456, 444, 632, 543]
advertisement: [308, 1017, 447, 1074]
ad-paragraph: 3300 ACRES, first-class undulating grass and some timber; well fenced; 2 miles from school, post office, and telephone; carrying 2600 sheep and 130 cattle; homestead of 7 rooms; all outbuildings; 1500 acres ploughable. Price, £8 per acre. Equity, about £11,000. For full particulars apply: [641, 725, 900, 745]
advertisement: [12, 112, 151, 364]
advertisement: [641, 309, 900, 353]
ad-paragraph: MANAWATU LINE, 160 acres, all in grass, 100 acres ploughable; buildings comprise house of 5 rooms; cowshed, with 8 bails; also piggeries, implement sheds. Price £35 per acre.: [456, 487, 632, 507]
ad-paragraph: 410 ACRES freehold, well grassed; 85 per cent. ploughable; near 2 schools, post office, telephone; 4 acres in crop. Price £14 per acre.: [308, 894, 447, 914]
ad-signature: P. TULLOCH, SOLE AGENT, NAPIER.: [935, 1137, 1076, 1147]
ad-signature: K. PEGG, OWNER, RAYWARDS.: [710, 208, 831, 218]
ad-paragraph: 430 ACRES, close to Feilding, practically all in grass, and nearly all ploughable; carry 1000 sheep; house, 9 rooms; two good woolsheds; 2 cottages and 2 stables, etc.; well fenced and subdivided. PRICE, £33 per acre. Terms.: [909, 432, 1102, 452]
ad-signature: THOMSON, BROWN, & EAST, LTD., AUCTIONEERS & REAL ESTATE AGENTS, 115 Featherston Street, WELLINGTON.: [457, 412, 631, 435]
ad-title: NELSON—DESIRABLE SHEEP RUN.: [945, 492, 1066, 501]
ad-title: SALE OF REGISTERED STUD HOLSTEIN-FRIESIAN CATTLE.: [160, 60, 299, 78]
ad-signature: DWAN BROS., WILLIS STREET, WELLINGTON.: [170, 883, 289, 900]
ad-paragraph: 1246 ACRES, Freehold, good grazing country, large proportion well fenced and subdivided into convenient sized paddocks; two substantial homesteads, in which are well lighted and roomy, etc. Price, £8 per acre; terms arranged.: [909, 92, 1102, 113]
ad-signature: IMLAY SAUNDERS, WANGANUI.: [944, 972, 1067, 982]
ad-paragraph: AUCTIONEERS' NOTE.—We have inspected these cattle, which are in good condition, and can be recommended to buyers. Luncheon provided. Catalogues on application to the Auctioneers.: [160, 214, 299, 240]
ad-title: TO-MORROW, THURSDAY, 13th APRIL, 1916.: [312, 151, 443, 168]
advertisement: [160, 741, 299, 904]
ad-signature: H. ERNEST LEIGHTON, Auctioneer, 182 Featherston Street, Wellington.: [312, 488, 443, 505]
advertisement: [641, 715, 900, 765]
column-1: [8, 45, 156, 1631]
ad-paragraph: 181 ACRES, all in grass, 50 acres stumped, all ploughable when stumped; good new house, cowshed, separators; 7 miles from town; fine land; formerly under crops. Price, £15 per acre. £400 cash, balance at 5 per cent.: [641, 954, 900, 974]
ad-subtitle: IMPORTANT SALE OF FREEHOLDS IN GREENMEADOWS DISTRICT. At Fire Brigade Buildings, Hall Street, SATURDAY, 15th APRIL, 1916, at 2 p.m.: [162, 424, 297, 452]
ad-subtitle: On account of MR. SPENCE-SMITH.: [331, 71, 424, 78]
ad-paragraph: ABRAHAM AND WILLIAMS, LTD., will sell as above, at 2.15 p.m.— 10 prime bullocks, 60 prime wethers, 100 prime ewes, 40 prime cows, 70 prime lambs.: [12, 80, 151, 100]
ad-paragraph: 400 ACRES, O.R.P., two miles by metalled road to Otorohanga Town, about half under cultivation. Good residence. £35 per acre; £300 down.: [641, 372, 900, 386]
ad-title: SHEEP AND BULLOCK FATTENING COUNTRY.: [465, 547, 623, 556]
ad-paragraph: WINTERED AND NOW CARRYING NEARLY 80 HEAD BIG BULLOCKS. Five-roomed homestead, stable, etc. PRICE £13 per acre. Terms arranged. Particulars to principals only. Apply: [456, 579, 632, 599]
ad-paragraph: EXCHANGE of Farm for House Property, or Mortgage. Owner of good freehold farm of 120 acres in the New Plymouth district is open to exchange his equity of about £3000 for Wellington house property or mortgage. Immediate occupation can be given. This should be a profitable investment for the right man.: [909, 243, 1102, 270]
advertisement: [12, 369, 151, 406]
column-heading: LAND NOTICES.: [641, 45, 900, 57]
advertisement: [308, 514, 447, 571]
advertisement: [641, 464, 900, 521]
ad-title: A BARGAIN.: [967, 287, 1044, 302]
ad-paragraph: DWAN BROS., WELLINGTON. COUNTRY HOTEL—3 years' lease; rent £3; trade £60; free house. Price, £3000. TARANAKI—3 years; takings up to £120 weekly. Price, £3500. MARLBOROUGH—7 years; 7 years' lease; low rent. Price, £1450. HAWKE'S BAY—Rent 2£; very easy terms. RANGITIKEI—Takings £50 weekly. Price, £1650. MARLBOROUGH—7 years' lease. Price, £750. WAIRARAPA—Low rent; takings £45. Price, £2550. WELLINGTON—Takings £100. Particulars on application. TARANAKI—9 years; rent £12; free house; trade £110. Price, £6500. NELSON DISTRICT—Rent £5; Price, £500. NEAR CHRISTCHURCH—Rent £5; takings £45. Price, £2500. WAIRARAPA—4 years' lease; free. Price, £2600. HAWKE'S BAY—£170. Price, £1750. WELLINGTON—Free house; takings £90 weekly. Price, £2500. COUNTRY HOTEL—7 years' lease; takings £80 weekly; free house. Price, £4000. Only hotel district. Suitable young man. Price, £700. WELLINGTON—Central position. Price, £5000. SEAPORT TOWN—Takings £132 weekly. Price, £1850. Furniture valuation.: [160, 751, 299, 884]
ad-paragraph: ALSO— On account Mr. A. J. FOGGOOD— 250 ACRES 3 ROODS 30 PERCHES, part sections 30 and 31, Waiwhetu Block, being lots 1 and 2 of deposited plan, numbered 584. Title: Land Transfer. This property adjoins Mr. Harris' and is subdivided into 3 paddocks, half being under rape and turnips. Buildings: A whare.: [160, 340, 299, 380]
advertisement: [909, 548, 1102, 603]
advertisement: [160, 61, 299, 248]
ad-paragraph: 2116 ACRES, 5,000 acres in grass; 13 miles from Railway Station, in the Matiere Road, 7 miles sheep and cattle station, Price £8 per acre. The Owner of the finest sheep country in the North Island. Capacity 7 sheep to acre and cattle. This property has great prospective value. Owner watching for £9000. Open for few days only. ABSOLUTE GIFT.: [456, 379, 632, 412]
advertisement: [641, 358, 900, 400]
ad-paragraph: J. M. MILNE, LEVIN.: [915, 828, 967, 835]
advertisement: [308, 638, 447, 774]
column-heading: AUCTIONS.: [12, 45, 151, 57]
advertisement: [641, 944, 900, 988]
advertisement: [909, 289, 1102, 351]
advertisement: [909, 175, 1102, 239]
advertisement: [308, 779, 447, 836]
ad-paragraph: NORTHLAND—Well-built HOUSE, 5 rooms (semi-ground); e. light; rental value 32s.; all conveniences. PRICE, only £675.: [308, 789, 447, 809]
ad-title: A GREAT BARGAIN IN SHEEP COUNTRY.: [475, 368, 613, 377]
ad-signature: NEWTON KING, AUCTIONEER, LAND, & FINANCIAL AGENT, NEW PLYMOUTH.: [928, 149, 1083, 166]
ad-paragraph: A DAIRY FARM, of 105 Acres, carrying 45 to 50 dairy cows, all in grass, dairy farm, good land, near school and factory, 2 miles from station, cow shed, lease, rental 10s. acre, close to Levin.: [308, 586, 447, 613]
